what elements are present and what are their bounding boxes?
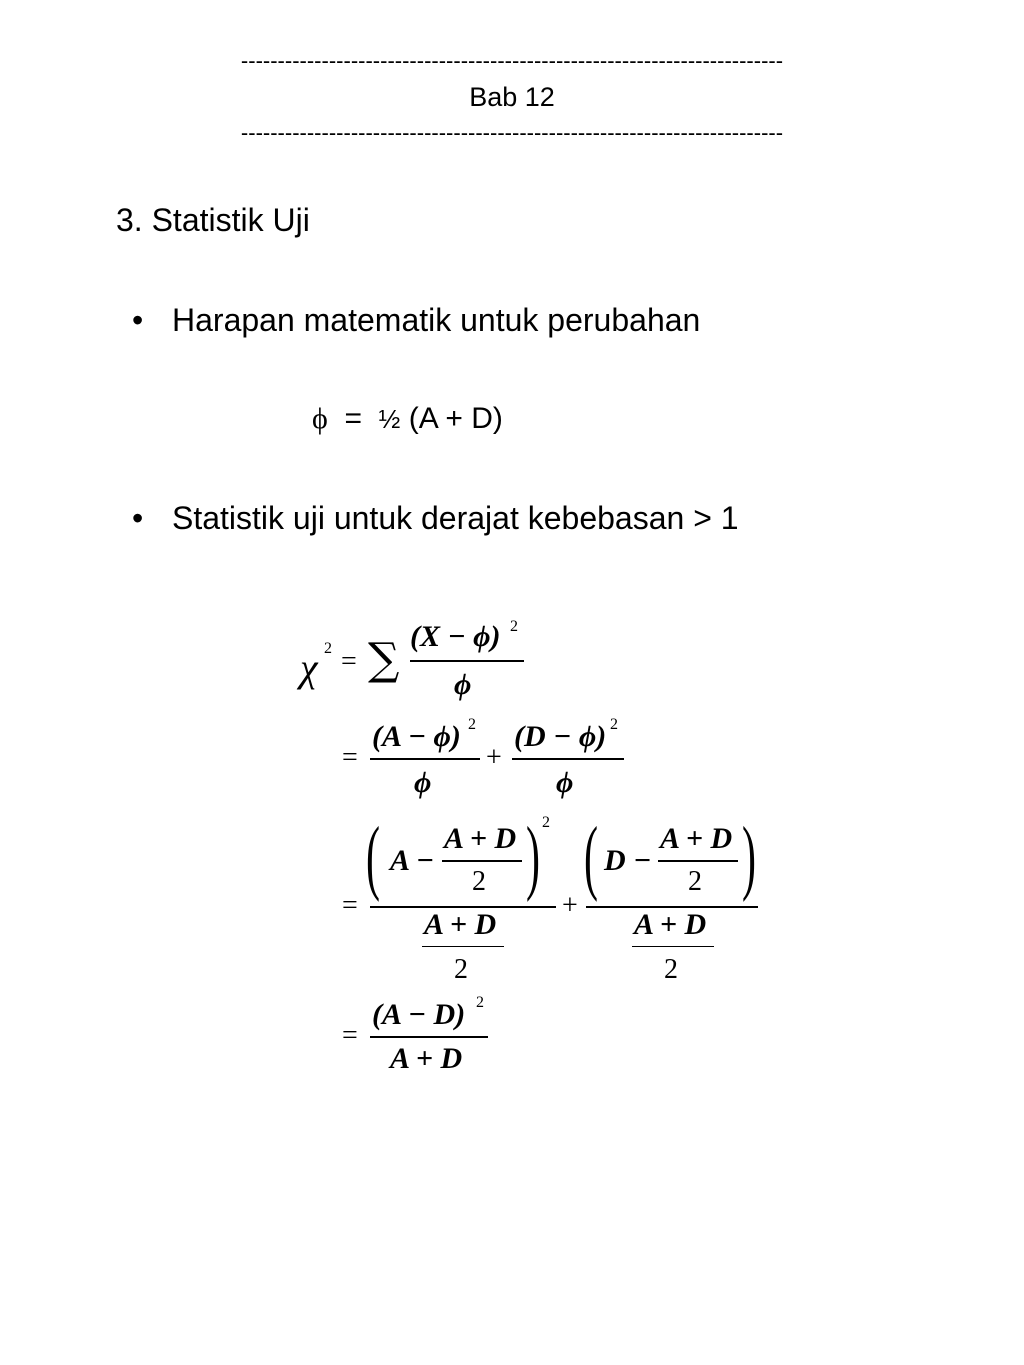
fraction-bar — [370, 758, 480, 760]
line3-a-minus: A − — [390, 844, 435, 877]
line3-denominator-num-d: A + D — [634, 908, 707, 941]
fraction-bar — [632, 946, 714, 947]
bullet-symbol: • — [132, 302, 144, 338]
line2-exponent-b: 2 — [610, 716, 618, 733]
line2-exponent-a: 2 — [468, 716, 476, 733]
line4-denominator: A + D — [390, 1042, 463, 1075]
plus-sign: + — [486, 742, 502, 773]
line3-inner-numerator-d: A + D — [660, 822, 733, 855]
plus-sign: + — [562, 890, 578, 921]
line4-exponent: 2 — [476, 994, 484, 1011]
one-half: ½ — [378, 404, 401, 434]
line3-denominator-den-d: 2 — [664, 954, 678, 985]
line3-d-minus: D − — [604, 844, 652, 877]
fraction-bar — [370, 1036, 488, 1038]
fraction-bar — [422, 946, 504, 947]
fraction-bar — [658, 860, 738, 862]
header-rule-top: -------------------------------------------------------------------------- — [240, 48, 784, 73]
equals-sign: = — [342, 742, 358, 773]
right-paren: ) — [526, 810, 540, 903]
line2-denominator-b: ϕ — [556, 766, 574, 799]
fraction-bar — [512, 758, 624, 760]
line3-inner-denominator-a: 2 — [472, 866, 486, 897]
line2-denominator-a: ϕ — [414, 766, 432, 799]
section-heading: 3. Statistik Uji — [116, 202, 310, 238]
chi-symbol: χ — [300, 645, 318, 690]
left-paren: ( — [584, 810, 598, 903]
equals-sign: = — [342, 1020, 358, 1051]
line1-denominator: ϕ — [454, 668, 472, 701]
equals-sign: = — [342, 890, 358, 921]
phi-symbol: ϕ — [312, 402, 328, 435]
a-plus-d-expression: (A + D) — [408, 402, 503, 435]
line3-inner-numerator-a: A + D — [444, 822, 517, 855]
bullet-text: Statistik uji untuk derajat kebebasan > 1 — [172, 500, 739, 536]
line4-numerator: (A − D) — [372, 998, 466, 1031]
bullet-text: Harapan matematik untuk perubahan — [172, 302, 701, 338]
fraction-bar — [442, 860, 522, 862]
line2-numerator-b: (D − ϕ) — [514, 720, 607, 753]
line3-inner-denominator-d: 2 — [688, 866, 702, 897]
equals-sign: = — [344, 402, 362, 435]
equals-sign: = — [341, 646, 357, 677]
line3-denominator-den-a: 2 — [454, 954, 468, 985]
summation-symbol: ∑ — [368, 634, 400, 685]
chi-exponent: 2 — [324, 640, 332, 657]
right-paren: ) — [742, 810, 756, 903]
line2-numerator-a: (A − ϕ) — [372, 720, 461, 753]
line1-numerator: (X − ϕ) — [410, 620, 501, 653]
chapter-title: Bab 12 — [469, 82, 555, 112]
header-rule-bottom: -------------------------------------------------------------------------- — [240, 120, 784, 145]
line3-denominator-num-a: A + D — [424, 908, 497, 941]
bullet-symbol: • — [132, 500, 144, 536]
line3-exponent: 2 — [542, 814, 550, 831]
fraction-bar — [410, 660, 524, 662]
left-paren: ( — [366, 810, 380, 903]
line1-exponent: 2 — [510, 618, 518, 635]
